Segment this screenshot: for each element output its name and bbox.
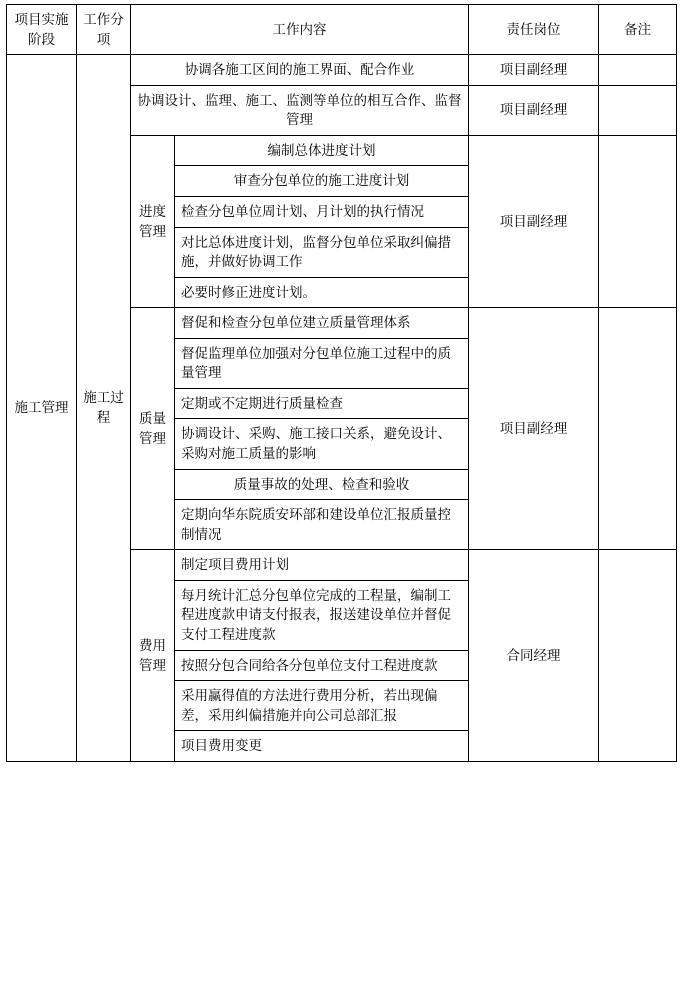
table-header [7, 5, 677, 55]
cell-task: 制定项目费用计划 [175, 550, 469, 581]
cell-group-name: 进度管理 [131, 135, 175, 307]
cell-role: 项目副经理 [469, 85, 599, 135]
cell-task: 必要时修正进度计划。 [175, 277, 469, 308]
table-header-row [7, 5, 677, 55]
cell-role: 项目副经理 [469, 308, 599, 550]
cell-task: 质量事故的处理、检查和验收 [175, 469, 469, 500]
cell-task: 督促监理单位加强对分包单位施工过程中的质量管理 [175, 338, 469, 388]
cell-task: 审查分包单位的施工进度计划 [175, 166, 469, 197]
cell-group-name: 质量管理 [131, 308, 175, 550]
cell-note [599, 55, 677, 86]
cell-task: 协调各施工区间的施工界面、配合作业 [131, 55, 469, 86]
cell-task: 定期向华东院质安环部和建设单位汇报质量控制情况 [175, 500, 469, 550]
cell-role: 合同经理 [469, 550, 599, 762]
cell-task: 检查分包单位周计划、月计划的执行情况 [175, 196, 469, 227]
header-stage: 项目实施阶段 [7, 5, 77, 55]
cell-task: 定期或不定期进行质量检查 [175, 388, 469, 419]
cell-note [599, 135, 677, 307]
cell-task: 督促和检查分包单位建立质量管理体系 [175, 308, 469, 339]
cell-note [599, 308, 677, 550]
cell-task: 采用赢得值的方法进行费用分析，若出现偏差，采用纠偏措施并向公司总部汇报 [175, 681, 469, 731]
cell-task: 协调设计、采购、施工接口关系，避免设计、采购对施工质量的影响 [175, 419, 469, 469]
cell-role: 项目副经理 [469, 55, 599, 86]
cell-note [599, 85, 677, 135]
cell-role: 项目副经理 [469, 135, 599, 307]
header-subitem: 工作分项 [77, 5, 131, 55]
cell-task: 对比总体进度计划，监督分包单位采取纠偏措施，并做好协调工作 [175, 227, 469, 277]
cell-task: 按照分包合同给各分包单位支付工程进度款 [175, 650, 469, 681]
cell-task: 每月统计汇总分包单位完成的工程量，编制工程进度款申请支付报表，报送建设单位并督促支付工程进度款 [175, 580, 469, 650]
cell-note [599, 550, 677, 762]
header-note: 备注 [599, 5, 677, 55]
header-content: 工作内容 [131, 5, 469, 55]
cell-stage: 施工管理 [7, 55, 77, 762]
work-content-table [6, 4, 677, 762]
cell-group-name: 费用管理 [131, 550, 175, 762]
cell-task: 项目费用变更 [175, 731, 469, 762]
header-role: 责任岗位 [469, 5, 599, 55]
table-body [7, 55, 677, 762]
cell-subitem: 施工过程 [77, 55, 131, 762]
table-row [7, 55, 677, 86]
cell-task: 协调设计、监理、施工、监测等单位的相互合作、监督管理 [131, 85, 469, 135]
cell-task: 编制总体进度计划 [175, 135, 469, 166]
